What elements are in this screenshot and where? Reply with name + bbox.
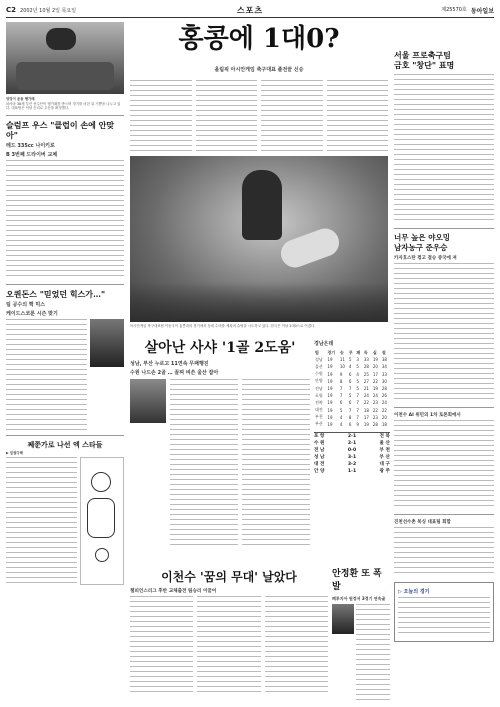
standings-row — [314, 378, 390, 385]
standings-cell: 전북 — [315, 399, 323, 405]
right-story1-title2: 금호 "창단" 표명 — [394, 60, 455, 70]
standings-cell: 19 — [327, 371, 333, 377]
standings-cell: 28 — [363, 364, 369, 370]
standings-header-cell: 팀 — [315, 349, 319, 355]
right-brief2-body — [394, 527, 494, 577]
standings-cell: 33 — [363, 357, 369, 363]
score-line — [314, 461, 390, 468]
ahnjunghwan-photo — [332, 604, 354, 634]
standings-cell: 7 — [339, 393, 343, 399]
standings-header-cell: 승 — [339, 349, 344, 355]
standings-cell: 18 — [363, 407, 369, 413]
standings-cell: 대전 — [315, 407, 323, 413]
photo-caption: 파샤마 38세 부산 선수단이 헹가래를 받으며 경기를 마친 뒤 기쁨을 나누고 있다. 대표팀은 이날 승리로 우승을 확정했다. — [6, 101, 121, 110]
standings-header-cell: 실 — [372, 349, 377, 355]
standings-cell: 7 — [356, 400, 359, 406]
standings-row — [314, 392, 390, 399]
right-story2-sub: 카자흐스탄 꺾고 결승 중국에 져 — [394, 256, 457, 261]
story2-subhead1: 팀 공수의 핵 믹스 — [6, 301, 46, 308]
score-score: 3-1 — [347, 455, 357, 461]
score-score: 1-1 — [347, 469, 357, 475]
standings-cell: 19 — [327, 393, 333, 399]
issue-number: 제25570호 — [441, 7, 467, 13]
photo-caption-block — [6, 97, 124, 111]
standings-cell: 4 — [339, 414, 343, 420]
ahnjunghwan-sub: 페루지아 원정서 3경기 연속골 — [332, 596, 386, 601]
kleague-sub1: 성남, 부산 누르고 11연속 무패행진 — [130, 361, 209, 367]
main-story-body — [130, 80, 388, 152]
standings-cell: 6 — [348, 421, 352, 427]
main-headline-block — [130, 22, 388, 62]
main-photo — [130, 156, 388, 322]
paper-name: 동아일보 — [470, 8, 494, 15]
standings-cell: 성남 — [315, 356, 323, 362]
standings-cell: 19 — [327, 421, 333, 427]
standings-cell: 수원 — [315, 371, 323, 377]
standings-cell: 울산 — [315, 363, 323, 369]
section-title: 스포츠 — [236, 5, 264, 15]
score-home: 대 전 — [314, 462, 325, 468]
left-column — [6, 22, 124, 702]
standings-cell: 5 — [356, 386, 359, 392]
standings-cell: 22 — [372, 407, 378, 413]
standings-cell: 24 — [363, 393, 369, 399]
standings-cell: 4 — [348, 364, 352, 370]
standings-header-cell: 점 — [381, 349, 386, 355]
cartoon-body — [6, 457, 77, 585]
standings-row — [314, 421, 390, 428]
standings-cell: 22 — [363, 400, 369, 406]
cartoon-byline: ▶ 일권다해 — [6, 450, 23, 455]
ahnjunghwan-headline: 안정환 또 폭발 — [332, 569, 382, 592]
standings-cell: 27 — [363, 378, 369, 384]
masthead-right — [441, 6, 494, 15]
right-story2-title2: 남자농구 준우승 — [394, 243, 448, 252]
standings-cell: 20 — [372, 364, 378, 370]
standings-row — [314, 356, 390, 363]
leecheonsoo-headline: 이천수 '꿈의 무대' 날았다 — [161, 570, 297, 584]
score-away: 부 천 — [379, 448, 390, 454]
player-portrait — [90, 319, 124, 367]
standings-cell: 34 — [381, 364, 387, 370]
standings-cell: 7 — [356, 414, 359, 420]
score-home: 포 항 — [314, 434, 325, 440]
standings-cell: 포항 — [315, 392, 323, 398]
right-story1-title: 서울 프로축구팀 — [394, 50, 451, 60]
main-deck: 올림픽 아시안게임 축구대표 졸전끝 신승 — [214, 67, 304, 73]
standings-cell: 5 — [348, 357, 352, 363]
standings-cell: 19 — [327, 364, 333, 370]
right-story1-body — [394, 74, 494, 224]
story2-subhead2: 케이드스코룬 시즌 맞기 — [6, 310, 58, 317]
score-score: 2-1 — [347, 434, 357, 440]
scores-list — [314, 432, 390, 475]
standings-cell: 17 — [363, 414, 369, 420]
story1-subhead2: B 3번째 드라이버 교체 — [6, 151, 58, 158]
standings-cell: 7 — [348, 407, 352, 413]
standings-cell: 6 — [348, 371, 352, 377]
standings-cell: 4 — [339, 421, 343, 427]
standings-cell: 19 — [327, 378, 333, 384]
issue-date: 2002년 10월 2일 목요일 — [20, 7, 77, 14]
standings-cell: 19 — [327, 400, 333, 406]
standings-cell: 3 — [356, 357, 359, 363]
page-header — [6, 4, 494, 16]
standings-cell: 21 — [363, 386, 369, 392]
score-line — [314, 440, 390, 447]
leecheonsoo-story — [130, 568, 328, 702]
standings-cell: 24 — [372, 393, 378, 399]
score-away: 광 주 — [379, 469, 390, 475]
standings-cell: 28 — [372, 421, 378, 427]
right-story2-body — [394, 263, 494, 403]
standings-cell: 22 — [381, 407, 387, 413]
todays-games-box — [394, 582, 494, 642]
standings-cell: 22 — [372, 378, 378, 384]
standings-cell: 9 — [339, 371, 343, 377]
standings-cell: 28 — [381, 386, 387, 392]
score-line — [314, 447, 390, 454]
todays-games-title: ▷ 오늘의 경기 — [398, 589, 430, 595]
standings-cell: 8 — [339, 378, 343, 384]
score-line — [314, 468, 390, 475]
score-home: 수 원 — [314, 441, 325, 447]
story1-body — [6, 160, 124, 280]
standings-row — [314, 385, 390, 392]
standings-cell: 7 — [339, 386, 343, 392]
ahnjunghwan-story — [332, 568, 390, 702]
score-away: 부 산 — [379, 455, 390, 461]
kleague-sub2: 수원 나드손 2골 … 꼴찌 비쓴 울산 잡아 — [130, 370, 219, 376]
standings-cell: 6 — [339, 400, 343, 406]
story2-body — [6, 319, 87, 431]
main-headline: 홍콩에 1대0? — [178, 24, 340, 54]
right-brief2: 진천선수촌 복싱 대표팀 회합 — [394, 520, 451, 525]
standings-cell: 9 — [356, 421, 359, 427]
score-home: 안 양 — [314, 469, 325, 475]
standings-row — [314, 414, 390, 421]
standings-cell: 5 — [356, 378, 359, 384]
standings-cell: 23 — [372, 414, 378, 420]
standings-row — [314, 399, 390, 406]
right-story2-title: 너무 높은 야오밍 — [394, 233, 450, 242]
standings-cell: 19 — [327, 357, 333, 363]
score-score: 0-0 — [347, 448, 357, 454]
leecheonsoo-sub: 챔피언스리그 후반 교체출전 팀승리 이끌어 — [130, 589, 217, 594]
kleague-headline: 살아난 사샤 '1골 2도움' — [144, 340, 296, 356]
standings-cell: 26 — [381, 393, 387, 399]
standings-row — [314, 407, 390, 414]
right-column — [394, 22, 494, 702]
standings-cell: 5 — [339, 407, 343, 413]
score-home: 성 남 — [314, 455, 325, 461]
standings-cell: 17 — [372, 371, 378, 377]
standings-cell: 10 — [339, 364, 345, 370]
standings-cell: 19 — [372, 357, 378, 363]
standings-cell: 24 — [381, 400, 387, 406]
standings-cell: 33 — [381, 371, 387, 377]
standings-cell: 4 — [356, 371, 359, 377]
kleague-story — [130, 338, 310, 564]
celebration-photo — [6, 22, 124, 94]
standings-cell: 7 — [356, 393, 359, 399]
right-brief1-body — [394, 420, 494, 510]
standings-cell: 18 — [381, 421, 387, 427]
standings-cell: 11 — [339, 357, 345, 363]
story1-subhead1: 레드 335cc 나이키로 — [6, 142, 55, 149]
score-line — [314, 433, 390, 440]
header-rule — [6, 17, 494, 18]
standings-header-row — [314, 349, 390, 356]
standings-cell: 8 — [348, 414, 352, 420]
standings-header-cell: 무 — [348, 349, 353, 355]
cartoon-headline: 쩨쭌가로 나선 엑 스타들 — [27, 439, 103, 449]
standings-cell: 23 — [372, 400, 378, 406]
standings-cell: 5 — [348, 393, 352, 399]
story2-headline: 오퀀돈스 "믿었던 힉스가…" — [6, 288, 106, 299]
score-home: 전 남 — [314, 448, 325, 454]
standings-cell: 38 — [381, 357, 387, 363]
photo-caption-title: 엉덩이 운동 헹가래 — [6, 97, 35, 101]
kleague-player-photo — [130, 379, 166, 423]
standings-cell: 19 — [327, 414, 333, 420]
standings-cell: 6 — [348, 378, 352, 384]
standings-cell: 20 — [381, 414, 387, 420]
page-number: C2 — [6, 6, 17, 14]
score-away: 울 산 — [379, 441, 390, 447]
standings-cell: 7 — [348, 386, 352, 392]
right-brief1: 이천수 AI 위민의 1차 토론회에서 — [394, 413, 461, 418]
results-title: 경남은데 — [314, 341, 334, 347]
standings-cell: 안양 — [315, 378, 323, 384]
standings-cell: 5 — [356, 364, 359, 370]
standings-cell: 30 — [381, 378, 387, 384]
standings-cell: 25 — [363, 371, 369, 377]
score-score: 2-1 — [347, 441, 357, 447]
standings-cell: 19 — [372, 386, 378, 392]
standings-cell: 19 — [363, 421, 369, 427]
standings-header-cell: 득 — [363, 349, 368, 355]
standings-cell: 부천 — [315, 414, 323, 420]
results-box — [314, 338, 390, 564]
score-score: 3-2 — [347, 462, 357, 468]
standings-row — [314, 363, 390, 370]
standings-cell: 19 — [327, 386, 333, 392]
standings-header-cell: 패 — [356, 349, 361, 355]
main-photo-caption: 아시안게임 축구대표팀 이동국이 홍콩과의 경기에서 상대 수비를 제치며 슈팅을 시도하고 있다. 한국은 이날 1대0으로 이겼다. — [130, 324, 316, 328]
standings-cell: 6 — [348, 400, 352, 406]
standings-cell: 7 — [356, 407, 359, 413]
standings-cell: 부산 — [315, 421, 323, 427]
standings-cell: 19 — [327, 407, 333, 413]
standings-header-cell: 경기 — [327, 349, 336, 355]
score-line — [314, 454, 390, 461]
standings-cell: 전남 — [315, 385, 323, 391]
standings-table — [314, 349, 390, 428]
score-away: 전 북 — [379, 434, 390, 440]
score-away: 대 구 — [379, 462, 390, 468]
cartoon-illustration — [80, 457, 124, 585]
standings-row — [314, 371, 390, 378]
story1-headline: 슬럼프 우스 "클럽이 손에 안맞아" — [6, 119, 115, 140]
